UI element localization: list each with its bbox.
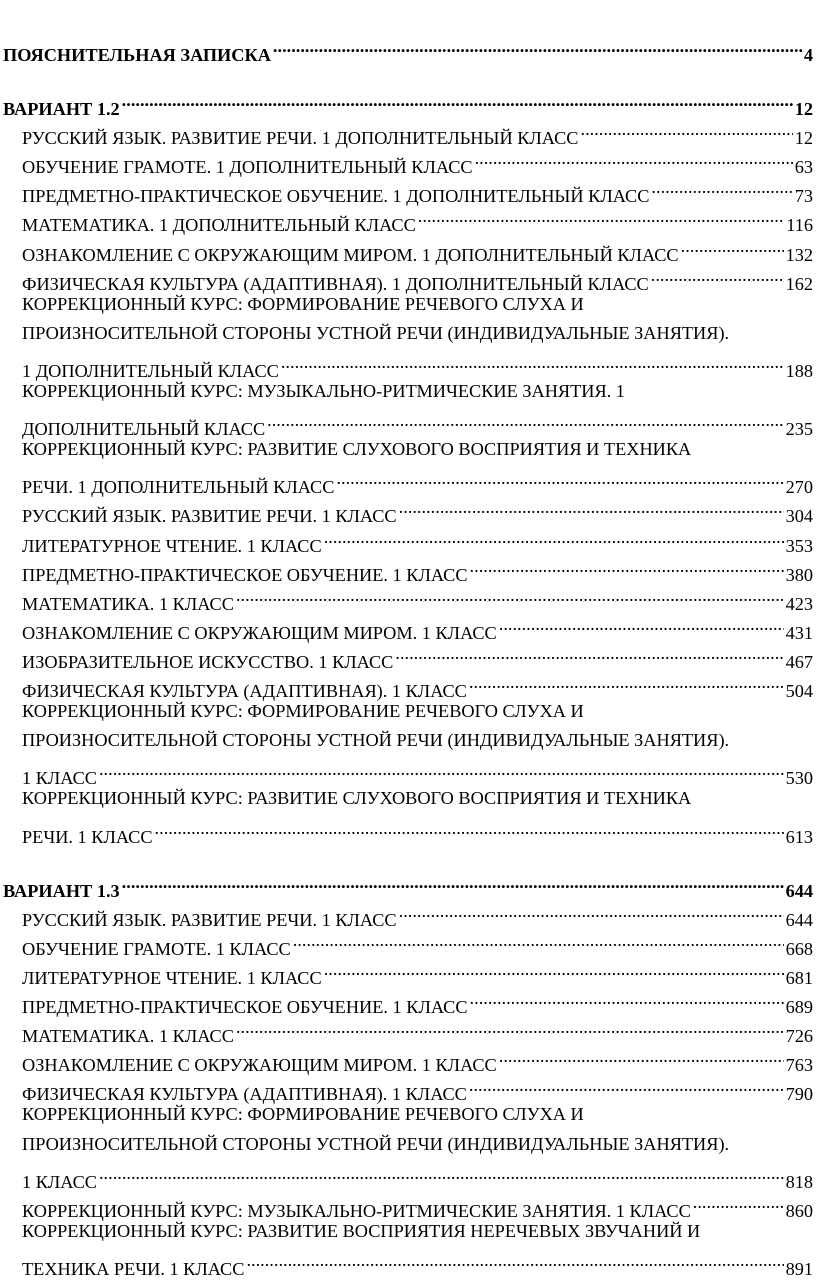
toc-entry[interactable] xyxy=(22,897,813,930)
toc-entry[interactable] xyxy=(22,232,813,265)
dot-leader xyxy=(681,232,784,261)
toc-entry-text: ДОПОЛНИТЕЛЬНЫЙ КЛАСС xyxy=(22,419,266,440)
page-number: 380 xyxy=(785,564,813,585)
dot-leader xyxy=(273,32,802,61)
toc-entry-text: ЛИТЕРАТУРНОЕ ЧТЕНИЕ. 1 КЛАСС xyxy=(22,967,322,988)
toc-entry-text: ОБУЧЕНИЕ ГРАМОТЕ. 1 ДОПОЛНИТЕЛЬНЫЙ КЛАСС xyxy=(22,157,473,178)
dot-leader xyxy=(475,144,793,173)
toc-entry[interactable] xyxy=(22,668,813,701)
toc-entry xyxy=(22,1217,813,1246)
page-number: 860 xyxy=(785,1200,813,1221)
toc-entry-text: ФИЗИЧЕСКАЯ КУЛЬТУРА (АДАПТИВНАЯ). 1 КЛАСС xyxy=(22,1084,467,1105)
page-number: 188 xyxy=(785,360,813,381)
toc-entry xyxy=(22,1130,813,1159)
toc-entry-text: ПРЕДМЕТНО-ПРАКТИЧЕСКОЕ ОБУЧЕНИЕ. 1 КЛАСС xyxy=(22,997,468,1017)
toc-entry-text: РУССКИЙ ЯЗЫК. РАЗВИТИЕ РЕЧИ. 1 КЛАСС xyxy=(22,506,397,527)
toc-entry-text: ИЗОБРАЗИТЕЛЬНОЕ ИСКУССТВО. 1 КЛАСС xyxy=(22,651,394,672)
dot-leader xyxy=(470,552,784,581)
page-number: 162 xyxy=(785,273,813,294)
toc-entry[interactable] xyxy=(22,261,813,294)
toc-entry-text: КОРРЕКЦИОННЫЙ КУРС: РАЗВИТИЕ СЛУХОВОГО ВОСПРИЯТИЯ И ТЕХНИКА xyxy=(22,788,692,809)
dot-leader xyxy=(499,610,784,639)
toc-entry-text: РУССКИЙ ЯЗЫК. РАЗВИТИЕ РЕЧИ. 1 ДОПОЛНИТЕЛЬНЫЙ КЛАСС xyxy=(22,128,579,149)
dot-leader xyxy=(99,755,784,784)
page-number: 12 xyxy=(794,99,813,119)
dot-leader xyxy=(324,523,784,552)
toc-section-v12[interactable] xyxy=(3,86,813,119)
toc-entry[interactable] xyxy=(22,523,813,556)
toc-entry-text: ПРОИЗНОСИТЕЛЬНОЙ СТОРОНЫ УСТНОЙ РЕЧИ (ИНДИВИДУАЛЬНЫЕ ЗАНЯТИЯ). xyxy=(22,730,730,751)
dot-leader xyxy=(693,1188,784,1217)
toc-section-v12-text: ВАРИАНТ 1.2 xyxy=(3,99,120,119)
page-number: 132 xyxy=(785,244,813,265)
toc-entry-text: КОРРЕКЦИОННЫЙ КУРС: МУЗЫКАЛЬНО-РИТМИЧЕСКИЕ ЗАНЯТИЯ. 1 КЛАСС xyxy=(22,1200,691,1221)
toc-entry-text: 1 КЛАСС xyxy=(22,768,97,789)
page-number: 270 xyxy=(785,477,813,498)
toc-entry[interactable] xyxy=(22,1071,813,1105)
toc-entry-explanatory-note[interactable] xyxy=(3,32,813,65)
toc-entry-text: 1 КЛАСС xyxy=(22,1171,97,1192)
toc-section-v13-text: ВАРИАНТ 1.3 xyxy=(3,880,120,901)
toc-entry[interactable] xyxy=(22,552,813,585)
toc-entry-text: МАТЕМАТИКА. 1 КЛАСС xyxy=(22,1026,234,1047)
dot-leader xyxy=(293,926,784,955)
toc-entry[interactable] xyxy=(22,406,813,440)
toc-entry[interactable] xyxy=(22,1188,813,1221)
page-number: 304 xyxy=(785,506,813,527)
page-number: 644 xyxy=(785,880,813,901)
toc-entry-text: ТЕХНИКА РЕЧИ. 1 КЛАСС xyxy=(22,1258,245,1279)
dot-leader xyxy=(281,348,784,377)
page-number: 504 xyxy=(785,681,813,701)
toc-entry[interactable] xyxy=(22,1159,813,1192)
toc-entry-text: КОРРЕКЦИОННЫЙ КУРС: РАЗВИТИЕ СЛУХОВОГО ВОСПРИЯТИЯ И ТЕХНИКА xyxy=(22,439,692,460)
dot-leader xyxy=(155,814,784,843)
page-number: 12 xyxy=(794,128,813,149)
toc-entry xyxy=(22,319,813,348)
toc-entry-text: КОРРЕКЦИОННЫЙ КУРС: ФОРМИРОВАНИЕ РЕЧЕВОГО СЛУХА И xyxy=(22,1104,584,1125)
dot-leader xyxy=(469,668,784,697)
page-number: 63 xyxy=(794,157,813,178)
toc-entry[interactable] xyxy=(22,173,813,207)
toc-entry-text: ПРЕДМЕТНО-ПРАКТИЧЕСКОЕ ОБУЧЕНИЕ. 1 ДОПОЛНИТЕЛЬНЫЙ КЛАСС xyxy=(22,186,650,207)
dot-leader xyxy=(651,173,792,202)
page-number: 235 xyxy=(785,419,813,440)
page-number: 689 xyxy=(785,997,813,1017)
toc-entry-explanatory-note-text: ПОЯСНИТЕЛЬНАЯ ЗАПИСКА xyxy=(3,45,271,65)
toc-entry[interactable] xyxy=(22,1246,813,1279)
toc-entry-text: ФИЗИЧЕСКАЯ КУЛЬТУРА (АДАПТИВНАЯ). 1 КЛАСС xyxy=(22,681,467,701)
page-number: 644 xyxy=(785,909,813,930)
dot-leader xyxy=(324,955,784,984)
toc-section-v13[interactable] xyxy=(3,868,813,901)
toc-entry[interactable] xyxy=(22,144,813,178)
page-number: 353 xyxy=(785,535,813,556)
toc-entry-text: ПРЕДМЕТНО-ПРАКТИЧЕСКОЕ ОБУЧЕНИЕ. 1 КЛАСС xyxy=(22,564,468,585)
page-number: 467 xyxy=(785,651,813,672)
dot-leader xyxy=(122,868,784,897)
toc-entry-text: ПРОИЗНОСИТЕЛЬНОЙ СТОРОНЫ УСТНОЙ РЕЧИ (ИНДИВИДУАЛЬНЫЕ ЗАНЯТИЯ). xyxy=(22,322,730,343)
dot-leader xyxy=(399,897,784,926)
page-number: 763 xyxy=(785,1055,813,1076)
dot-leader xyxy=(418,202,784,231)
toc-entry[interactable] xyxy=(22,984,813,1017)
toc-entry xyxy=(22,784,813,813)
page-number: 73 xyxy=(794,186,813,207)
toc-entry[interactable] xyxy=(22,348,813,381)
dot-leader xyxy=(236,581,784,610)
page-number: 668 xyxy=(785,938,813,959)
page-number: 431 xyxy=(785,622,813,643)
toc-entry xyxy=(22,377,813,406)
page-number: 613 xyxy=(785,826,813,847)
dot-leader xyxy=(236,1013,784,1042)
dot-leader xyxy=(470,984,784,1013)
page-number: 790 xyxy=(785,1084,813,1105)
toc-entry-text: РУССКИЙ ЯЗЫК. РАЗВИТИЕ РЕЧИ. 1 КЛАСС xyxy=(22,909,397,930)
page-number: 116 xyxy=(786,215,813,236)
toc-entry[interactable] xyxy=(22,639,813,672)
page-number: 423 xyxy=(785,593,813,614)
page-number: 530 xyxy=(785,768,813,789)
toc-entry xyxy=(22,697,813,726)
toc-entry-text: ОЗНАКОМЛЕНИЕ С ОКРУЖАЮЩИМ МИРОМ. 1 КЛАСС xyxy=(22,622,497,643)
dot-leader xyxy=(581,115,793,144)
toc-entry xyxy=(22,1100,813,1129)
toc-entry[interactable] xyxy=(22,610,813,643)
dot-leader xyxy=(399,493,784,522)
toc-entry-text: ФИЗИЧЕСКАЯ КУЛЬТУРА (АДАПТИВНАЯ). 1 ДОПОЛНИТЕЛЬНЫЙ КЛАСС xyxy=(22,273,649,294)
toc-entry xyxy=(22,726,813,755)
toc-entry-text: ОЗНАКОМЛЕНИЕ С ОКРУЖАЮЩИМ МИРОМ. 1 КЛАСС xyxy=(22,1055,497,1076)
toc-entry[interactable] xyxy=(22,115,813,149)
toc-entry-text: ЛИТЕРАТУРНОЕ ЧТЕНИЕ. 1 КЛАСС xyxy=(22,535,322,556)
toc-entry-text: РЕЧИ. 1 ДОПОЛНИТЕЛЬНЫЙ КЛАСС xyxy=(22,477,335,498)
dot-leader xyxy=(267,406,783,435)
dot-leader xyxy=(499,1042,784,1071)
toc-entry-text: МАТЕМАТИКА. 1 КЛАСС xyxy=(22,593,234,614)
page-number: 726 xyxy=(785,1026,813,1047)
page-number: 891 xyxy=(785,1258,813,1279)
toc-entry[interactable] xyxy=(22,814,813,847)
toc-entry-text: ОЗНАКОМЛЕНИЕ С ОКРУЖАЮЩИМ МИРОМ. 1 ДОПОЛНИТЕЛЬНЫЙ КЛАСС xyxy=(22,244,679,265)
toc-entry-text: КОРРЕКЦИОННЫЙ КУРС: МУЗЫКАЛЬНО-РИТМИЧЕСКИЕ ЗАНЯТИЯ. 1 xyxy=(22,381,625,401)
toc-entry[interactable] xyxy=(22,1013,813,1047)
toc-entry[interactable] xyxy=(22,1042,813,1076)
toc-entry-text: 1 ДОПОЛНИТЕЛЬНЫЙ КЛАСС xyxy=(22,360,279,381)
toc-entry[interactable] xyxy=(22,202,813,236)
dot-leader xyxy=(246,1246,783,1275)
toc-entry[interactable] xyxy=(22,755,813,789)
toc-entry xyxy=(22,290,813,319)
page-number: 818 xyxy=(785,1171,813,1192)
toc-entry-text: ОБУЧЕНИЕ ГРАМОТЕ. 1 КЛАСС xyxy=(22,938,291,959)
toc-entry[interactable] xyxy=(22,464,813,498)
toc-entry-text: РЕЧИ. 1 КЛАСС xyxy=(22,826,153,847)
toc-entry-text: МАТЕМАТИКА. 1 ДОПОЛНИТЕЛЬНЫЙ КЛАСС xyxy=(22,215,416,236)
toc-entry xyxy=(22,435,813,464)
toc-entry-text: КОРРЕКЦИОННЫЙ КУРС: ФОРМИРОВАНИЕ РЕЧЕВОГО СЛУХА И xyxy=(22,701,584,722)
toc-entry-text: КОРРЕКЦИОННЫЙ КУРС: РАЗВИТИЕ ВОСПРИЯТИЯ НЕРЕЧЕВЫХ ЗВУЧАНИЙ И xyxy=(22,1220,701,1241)
dot-leader xyxy=(122,86,793,115)
dot-leader xyxy=(469,1071,784,1100)
dot-leader xyxy=(395,639,783,668)
page-number: 681 xyxy=(785,967,813,988)
dot-leader xyxy=(651,261,784,290)
page-number: 4 xyxy=(803,45,813,65)
toc-entry[interactable] xyxy=(22,493,813,527)
toc-entry[interactable] xyxy=(22,581,813,614)
toc-entry[interactable] xyxy=(22,926,813,959)
toc-entry-text: КОРРЕКЦИОННЫЙ КУРС: ФОРМИРОВАНИЕ РЕЧЕВОГО СЛУХА И xyxy=(22,293,584,314)
toc-entry[interactable] xyxy=(22,955,813,988)
dot-leader xyxy=(336,464,783,493)
toc-entry-text: ПРОИЗНОСИТЕЛЬНОЙ СТОРОНЫ УСТНОЙ РЕЧИ (ИНДИВИДУАЛЬНЫЕ ЗАНЯТИЯ). xyxy=(22,1133,730,1154)
dot-leader xyxy=(99,1159,784,1188)
